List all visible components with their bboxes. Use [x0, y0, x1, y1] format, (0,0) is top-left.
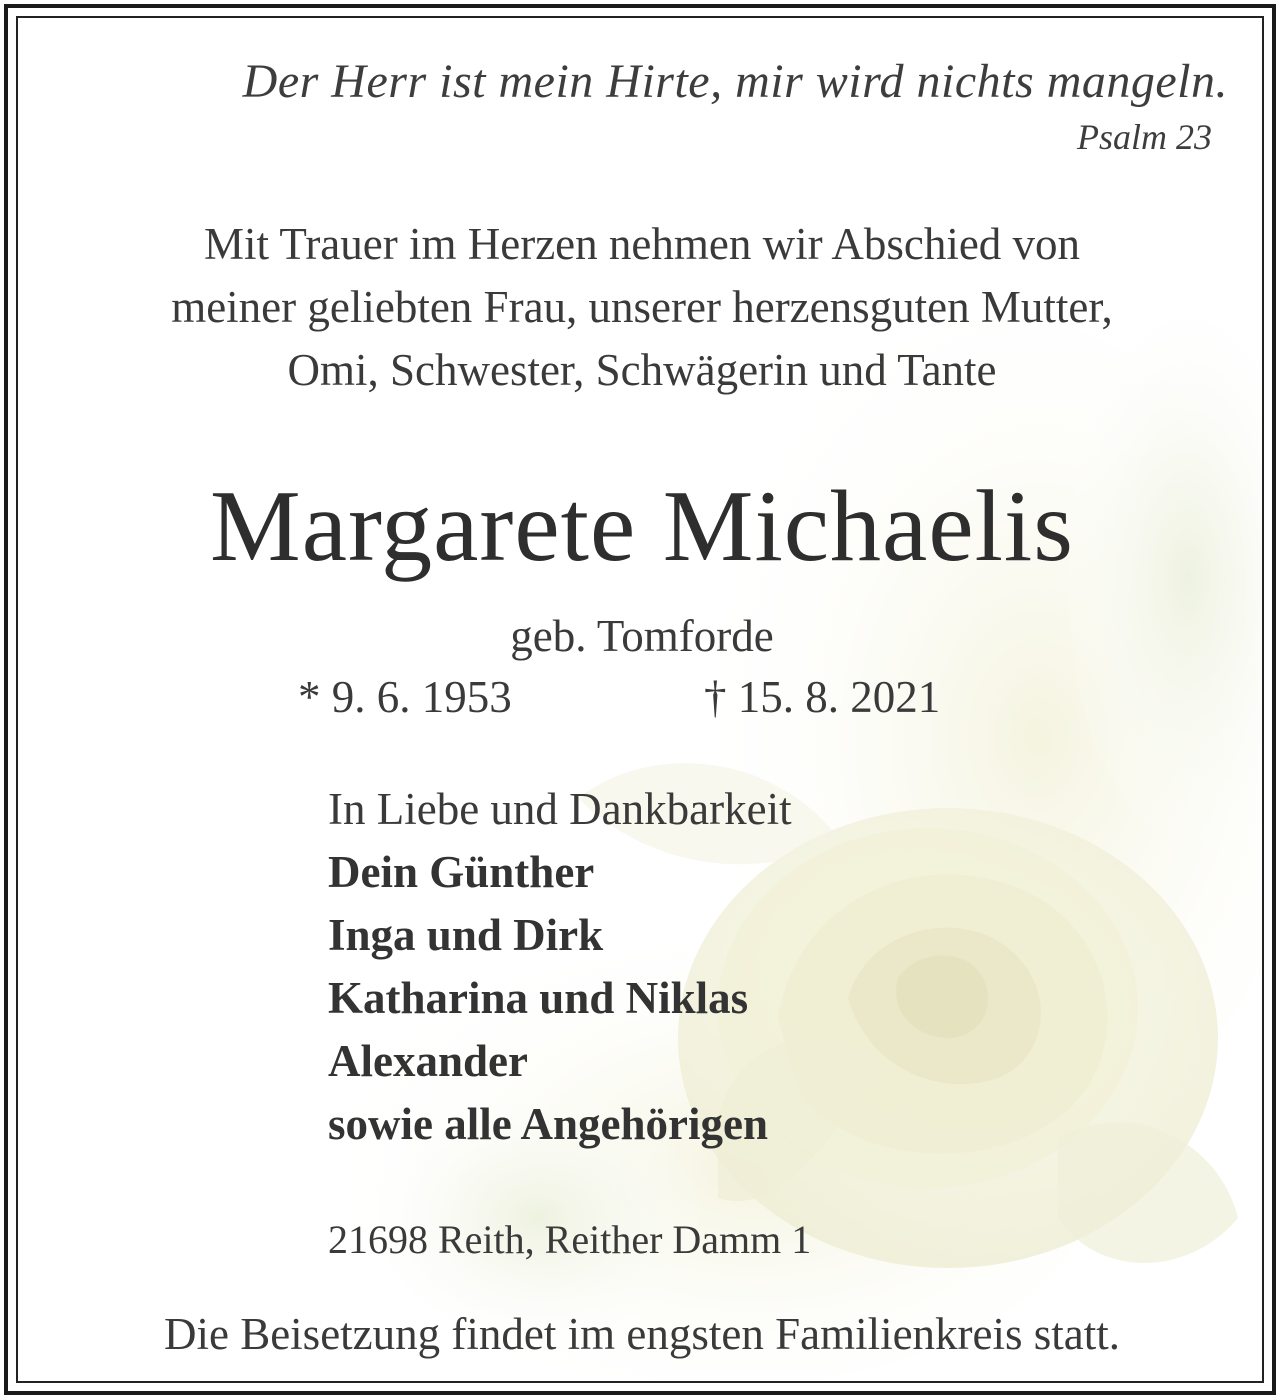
- quote-source: Psalm 23: [1077, 117, 1212, 157]
- intro-line: Omi, Schwester, Schwägerin und Tante: [287, 345, 997, 395]
- bible-quote: Der Herr ist mein Hirte, mir wird nichts mangeln.: [242, 55, 1228, 108]
- maiden-name: geb. Tomforde: [510, 611, 774, 661]
- mourner-name: sowie alle Angehörigen: [328, 1099, 768, 1149]
- birth-date: * 9. 6. 1953: [298, 672, 512, 722]
- family-address: 21698 Reith, Reither Damm 1: [328, 1217, 812, 1262]
- mourner-name: Inga und Dirk: [328, 910, 604, 960]
- death-date: † 15. 8. 2021: [704, 672, 941, 722]
- intro-text: [18, 213, 1264, 402]
- intro-line: Mit Trauer im Herzen nehmen wir Abschied von: [203, 219, 1081, 269]
- mourner-name: Katharina und Niklas: [328, 973, 749, 1023]
- funeral-note: Die Beisetzung findet im engsten Familienkreis statt.: [163, 1309, 1121, 1359]
- mourners-intro: In Liebe und Dankbarkeit: [328, 784, 792, 834]
- mourner-name: Dein Günther: [328, 847, 595, 897]
- mourners-block: [328, 778, 792, 1156]
- deceased-name: Margarete Michaelis: [210, 470, 1074, 583]
- obituary-card: [16, 16, 1264, 1383]
- intro-line: meiner geliebten Frau, unserer herzensguten Mutter,: [171, 282, 1113, 332]
- mourner-name: Alexander: [328, 1036, 528, 1086]
